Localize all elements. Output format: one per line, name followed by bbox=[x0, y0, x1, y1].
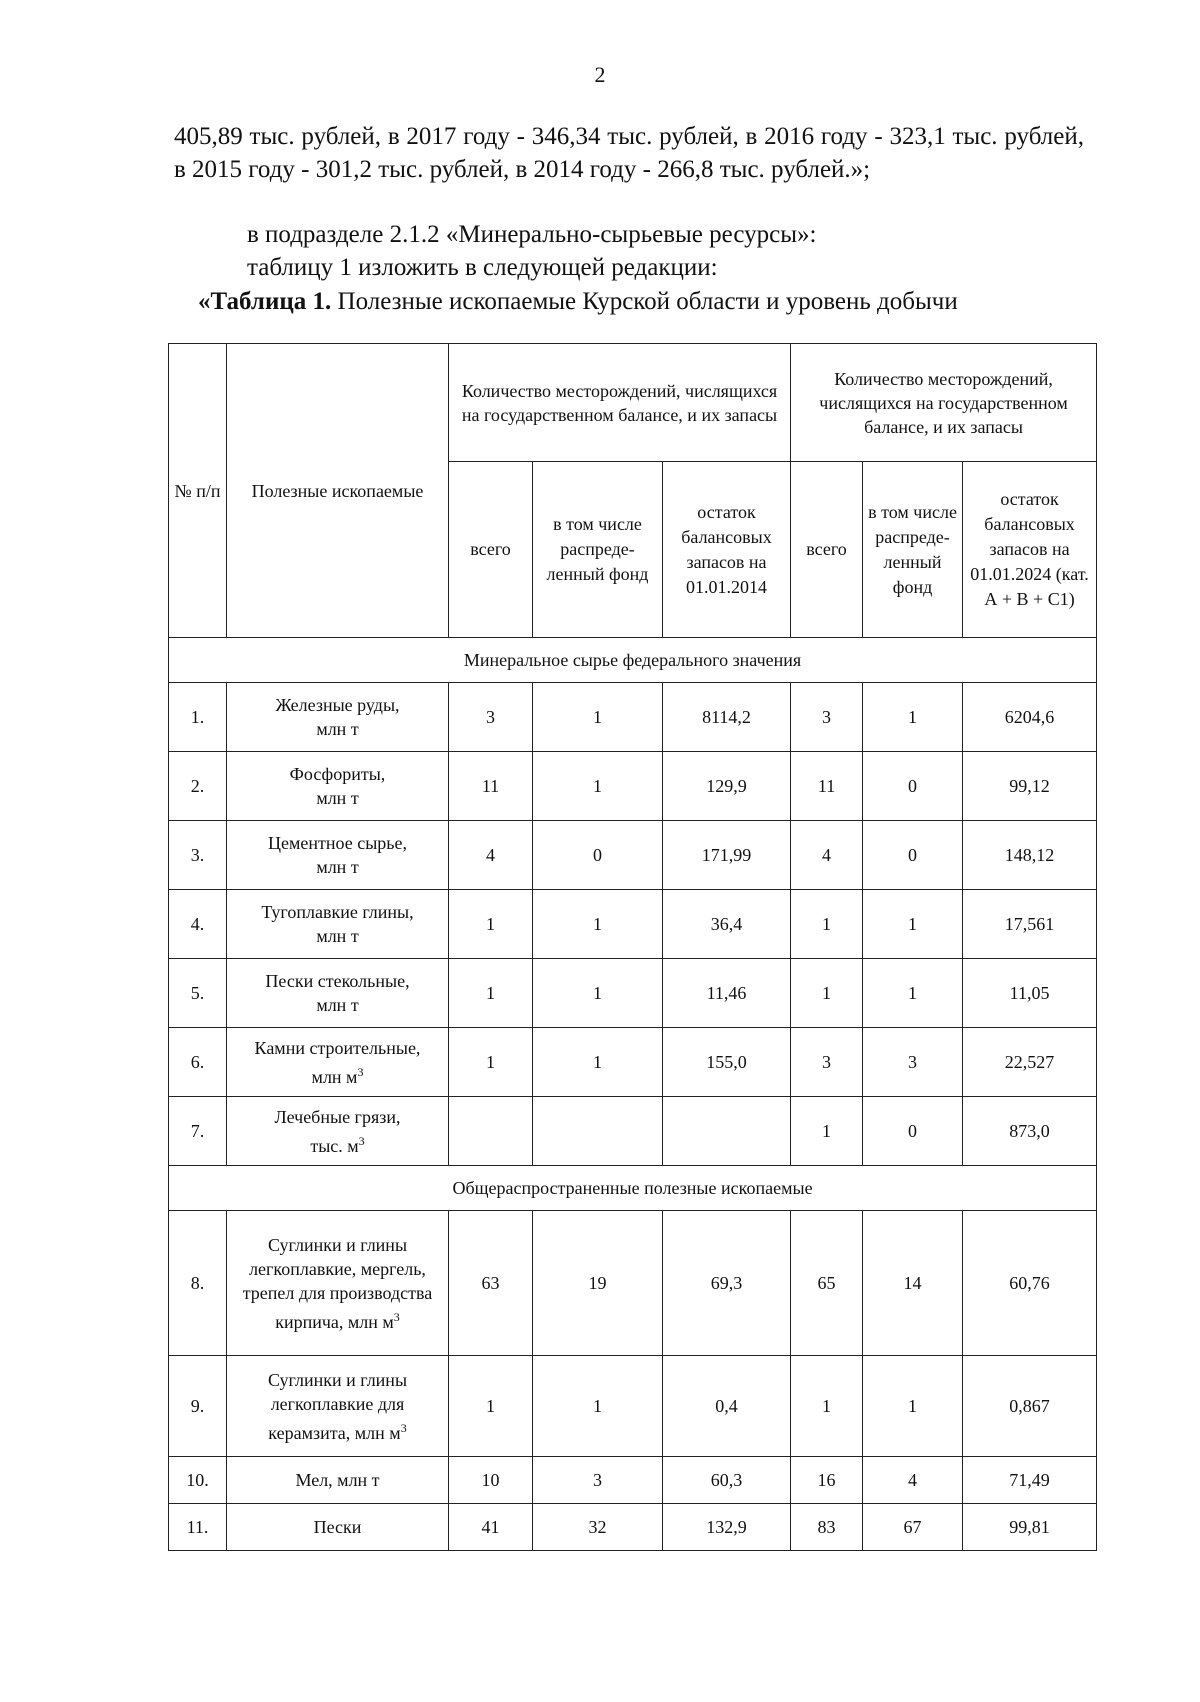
g2-total-cell: 1 bbox=[791, 1097, 863, 1166]
mineral-name-text: Лечебные грязи, bbox=[274, 1106, 401, 1127]
g1-total-cell: 11 bbox=[449, 752, 533, 821]
g2-total-cell: 1 bbox=[791, 1356, 863, 1457]
mineral-name-text: Пески bbox=[313, 1517, 362, 1537]
mineral-name-text: Железные руды, bbox=[275, 695, 400, 715]
g1-distributed-cell: 1 bbox=[533, 890, 663, 959]
mineral-name bbox=[227, 1504, 449, 1551]
mineral-name-text: Пески стекольные, bbox=[265, 971, 410, 991]
g2-total-cell: 83 bbox=[791, 1504, 863, 1551]
g2-remaining-cell: 71,49 bbox=[963, 1457, 1097, 1504]
table-row bbox=[169, 1504, 1097, 1551]
g2-distributed-cell: 67 bbox=[863, 1504, 963, 1551]
g2-remaining-cell: 17,561 bbox=[963, 890, 1097, 959]
mineral-unit: тыс. м bbox=[310, 1135, 359, 1156]
table-caption-label: «Таблица 1. bbox=[198, 288, 332, 315]
header-g1-distributed: в том числе распреде-ленный фонд bbox=[533, 462, 663, 638]
g1-remaining-cell: 69,3 bbox=[663, 1211, 791, 1356]
row-number: 10. bbox=[169, 1457, 227, 1504]
g1-total-cell bbox=[449, 1097, 533, 1166]
mineral-name bbox=[227, 1457, 449, 1504]
header-group-2014: Количество месторождений, числящихся на государственном балансе, и их запасы bbox=[449, 344, 791, 462]
unit-superscript: 3 bbox=[357, 1064, 364, 1079]
g1-distributed-cell: 1 bbox=[533, 683, 663, 752]
g1-remaining-cell: 132,9 bbox=[663, 1504, 791, 1551]
g1-remaining-cell: 155,0 bbox=[663, 1028, 791, 1097]
mineral-name-text: Суглинки и глины легкоплавкие, мергель, трепел для производства кирпича, млн м bbox=[242, 1234, 433, 1332]
g1-total-cell: 10 bbox=[449, 1457, 533, 1504]
section-federal-row bbox=[169, 638, 1097, 683]
table-row bbox=[169, 1028, 1097, 1097]
mineral-unit: млн т bbox=[316, 857, 359, 877]
g1-distributed-cell: 1 bbox=[533, 752, 663, 821]
g1-distributed-cell: 1 bbox=[533, 1356, 663, 1457]
row-number: 5. bbox=[169, 959, 227, 1028]
row-number: 6. bbox=[169, 1028, 227, 1097]
mineral-name bbox=[227, 1028, 449, 1097]
g1-total-cell: 1 bbox=[449, 890, 533, 959]
page-number: 2 bbox=[594, 62, 606, 87]
mineral-name bbox=[227, 959, 449, 1028]
g2-remaining-cell: 6204,6 bbox=[963, 683, 1097, 752]
g1-remaining-cell: 171,99 bbox=[663, 821, 791, 890]
instruction-paragraph: таблицу 1 изложить в следующей редакции: bbox=[247, 254, 718, 281]
mineral-name bbox=[227, 1356, 449, 1457]
row-number: 3. bbox=[169, 821, 227, 890]
g2-total-cell: 1 bbox=[791, 959, 863, 1028]
g2-remaining-cell: 22,527 bbox=[963, 1028, 1097, 1097]
g1-distributed-cell: 0 bbox=[533, 821, 663, 890]
row-number: 7. bbox=[169, 1097, 227, 1166]
mineral-name bbox=[227, 890, 449, 959]
header-g1-remaining: остаток балансовых запасов на 01.01.2014 bbox=[663, 462, 791, 638]
header-g2-total: всего bbox=[791, 462, 863, 638]
g2-total-cell: 11 bbox=[791, 752, 863, 821]
table-header-row-1 bbox=[169, 344, 1097, 462]
table-row bbox=[169, 1211, 1097, 1356]
g1-total-cell: 4 bbox=[449, 821, 533, 890]
g2-remaining-cell: 11,05 bbox=[963, 959, 1097, 1028]
mineral-unit: млн м bbox=[311, 1066, 358, 1087]
mineral-name-text: Суглинки и глины легкоплавкие для керамзита, млн м bbox=[267, 1369, 408, 1443]
g2-total-cell: 3 bbox=[791, 683, 863, 752]
row-number: 2. bbox=[169, 752, 227, 821]
g1-distributed-cell: 32 bbox=[533, 1504, 663, 1551]
unit-superscript: 3 bbox=[400, 1420, 407, 1435]
g2-remaining-cell: 99,12 bbox=[963, 752, 1097, 821]
g1-remaining-cell: 129,9 bbox=[663, 752, 791, 821]
g2-distributed-cell: 1 bbox=[863, 683, 963, 752]
table-row bbox=[169, 959, 1097, 1028]
g2-remaining-cell: 99,81 bbox=[963, 1504, 1097, 1551]
header-g2-distributed: в том числе распреде-ленный фонд bbox=[863, 462, 963, 638]
table-caption bbox=[198, 285, 958, 318]
section-common-row bbox=[169, 1166, 1097, 1211]
g2-distributed-cell: 0 bbox=[863, 752, 963, 821]
g1-total-cell: 1 bbox=[449, 1356, 533, 1457]
g1-remaining-cell bbox=[663, 1097, 791, 1166]
g2-distributed-cell: 1 bbox=[863, 1356, 963, 1457]
g1-distributed-cell: 19 bbox=[533, 1211, 663, 1356]
table-caption-text: Полезные ископаемые Курской области и уровень добычи bbox=[331, 288, 958, 315]
g2-remaining-cell: 60,76 bbox=[963, 1211, 1097, 1356]
mineral-name-text: Фосфориты, bbox=[289, 764, 386, 784]
g1-distributed-cell: 3 bbox=[533, 1457, 663, 1504]
g1-total-cell: 3 bbox=[449, 683, 533, 752]
g1-total-cell: 63 bbox=[449, 1211, 533, 1356]
table-row bbox=[169, 683, 1097, 752]
row-number: 9. bbox=[169, 1356, 227, 1457]
mineral-name bbox=[227, 1211, 449, 1356]
g1-total-cell: 1 bbox=[449, 959, 533, 1028]
g1-remaining-cell: 36,4 bbox=[663, 890, 791, 959]
header-group-2024: Количество месторождений, числящихся на государственном балансе, и их запасы bbox=[791, 344, 1097, 462]
g2-distributed-cell: 4 bbox=[863, 1457, 963, 1504]
row-number: 11. bbox=[169, 1504, 227, 1551]
table-row bbox=[169, 821, 1097, 890]
g1-total-cell: 1 bbox=[449, 1028, 533, 1097]
g1-distributed-cell: 1 bbox=[533, 959, 663, 1028]
mineral-name bbox=[227, 683, 449, 752]
mineral-unit: млн т bbox=[316, 788, 359, 808]
header-g1-total: всего bbox=[449, 462, 533, 638]
table-body bbox=[169, 638, 1097, 1551]
g2-total-cell: 65 bbox=[791, 1211, 863, 1356]
mineral-name-text: Мел, млн т bbox=[295, 1470, 380, 1490]
g2-remaining-cell: 148,12 bbox=[963, 821, 1097, 890]
table-row bbox=[169, 1457, 1097, 1504]
g1-remaining-cell: 11,46 bbox=[663, 959, 791, 1028]
g2-total-cell: 4 bbox=[791, 821, 863, 890]
mineral-unit: млн т bbox=[316, 926, 359, 946]
g2-total-cell: 16 bbox=[791, 1457, 863, 1504]
row-number: 1. bbox=[169, 683, 227, 752]
g1-remaining-cell: 0,4 bbox=[663, 1356, 791, 1457]
intro-paragraph: 405,89 тыс. рублей, в 2017 году - 346,34 тыс. рублей, в 2016 году - 323,1 тыс. рублей, в 2015 году - 301,2 тыс. рублей, в 2014 году - 266,8 тыс. рублей.»; bbox=[174, 123, 1084, 183]
g1-distributed-cell bbox=[533, 1097, 663, 1166]
table-row bbox=[169, 1097, 1097, 1166]
minerals-table bbox=[168, 343, 1097, 1551]
g2-total-cell: 3 bbox=[791, 1028, 863, 1097]
row-number: 4. bbox=[169, 890, 227, 959]
table-row bbox=[169, 890, 1097, 959]
mineral-name-text: Цементное сырье, bbox=[268, 833, 407, 853]
mineral-name bbox=[227, 821, 449, 890]
header-num: № п/п bbox=[169, 344, 227, 638]
header-g2-remaining: остаток балансовых запасов на 01.01.2024 (кат. А + В + С1) bbox=[963, 462, 1097, 638]
header-name: Полезные ископаемые bbox=[227, 344, 449, 638]
g2-distributed-cell: 0 bbox=[863, 1097, 963, 1166]
g2-total-cell: 1 bbox=[791, 890, 863, 959]
mineral-unit: млн т bbox=[316, 719, 359, 739]
mineral-name bbox=[227, 752, 449, 821]
subsection-paragraph: в подразделе 2.1.2 «Минерально-сырьевые ресурсы»: bbox=[247, 221, 817, 248]
g2-distributed-cell: 0 bbox=[863, 821, 963, 890]
g1-remaining-cell: 8114,2 bbox=[663, 683, 791, 752]
mineral-name bbox=[227, 1097, 449, 1166]
g1-total-cell: 41 bbox=[449, 1504, 533, 1551]
mineral-unit: млн т bbox=[316, 995, 359, 1015]
row-number: 8. bbox=[169, 1211, 227, 1356]
unit-superscript: 3 bbox=[358, 1133, 365, 1148]
g2-distributed-cell: 3 bbox=[863, 1028, 963, 1097]
table-row bbox=[169, 1356, 1097, 1457]
g2-distributed-cell: 14 bbox=[863, 1211, 963, 1356]
unit-superscript: 3 bbox=[393, 1309, 400, 1324]
g2-distributed-cell: 1 bbox=[863, 959, 963, 1028]
g2-remaining-cell: 0,867 bbox=[963, 1356, 1097, 1457]
mineral-name-text: Тугоплавкие глины, bbox=[261, 902, 414, 922]
g2-distributed-cell: 1 bbox=[863, 890, 963, 959]
mineral-name-text: Камни строительные, bbox=[254, 1037, 421, 1058]
section-federal: Минеральное сырье федерального значения bbox=[169, 638, 1097, 683]
g1-distributed-cell: 1 bbox=[533, 1028, 663, 1097]
g2-remaining-cell: 873,0 bbox=[963, 1097, 1097, 1166]
section-common: Общераспространенные полезные ископаемые bbox=[169, 1166, 1097, 1211]
g1-remaining-cell: 60,3 bbox=[663, 1457, 791, 1504]
table-row bbox=[169, 752, 1097, 821]
